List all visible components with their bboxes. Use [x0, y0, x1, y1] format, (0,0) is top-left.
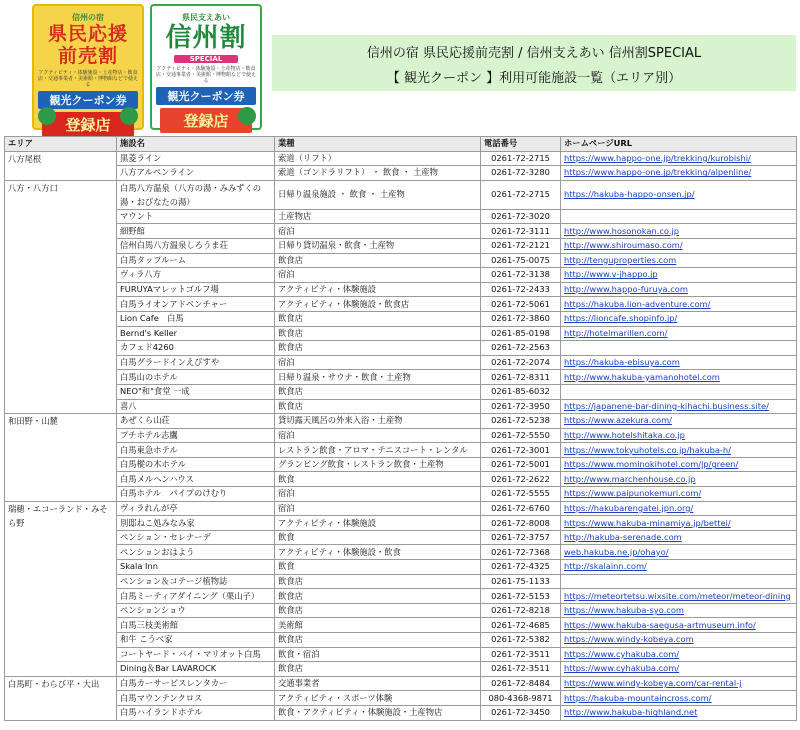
- facility-tel: 0261-72-2074: [481, 355, 561, 370]
- table-row: [5, 282, 797, 297]
- facility-url-link: [561, 209, 797, 224]
- facility-type: アクティビティ・体験施設: [275, 516, 481, 531]
- table-row: [5, 311, 797, 326]
- facility-tel: 0261-72-5238: [481, 414, 561, 429]
- facility-tel: 0261-85-0198: [481, 326, 561, 341]
- facility-name: カフェド4260: [117, 341, 275, 356]
- facility-tel: 080-4368-9871: [481, 691, 561, 706]
- facility-type: 日帰り温泉・サウナ・飲食・土産物: [275, 370, 481, 385]
- header-type: 業種: [275, 137, 481, 152]
- facility-url-link[interactable]: http://hakuba-serenade.com: [561, 530, 797, 545]
- facility-tel: 0261-72-2121: [481, 238, 561, 253]
- logo-right-band: 観光クーポン券: [156, 87, 256, 105]
- facility-tel: 0261-72-5555: [481, 487, 561, 502]
- facility-name: Lion Cafe 白馬: [117, 311, 275, 326]
- facility-type: 宿泊: [275, 501, 481, 516]
- facility-type: アクティビティ・スポーツ体験: [275, 691, 481, 706]
- facility-table: [4, 136, 797, 721]
- facility-tel: 0261-72-4685: [481, 618, 561, 633]
- facility-tel: 0261-72-3950: [481, 399, 561, 414]
- facility-name: 信州白馬八方温泉しろうま荘: [117, 238, 275, 253]
- logo-right-small: アクティビティ・体験施設・土産物店・飲食店・交通事業者・美術館・博物館などで使える: [156, 66, 257, 84]
- facility-url-link[interactable]: https://www.windy-kobeya.com/car-rental-j: [561, 676, 797, 691]
- facility-tel: 0261-72-8008: [481, 516, 561, 531]
- table-row: [5, 545, 797, 560]
- facility-tel: 0261-75-0075: [481, 253, 561, 268]
- logo-right-reg: 登録店: [160, 108, 252, 133]
- facility-tel: 0261-72-8311: [481, 370, 561, 385]
- facility-type: 飲食店: [275, 253, 481, 268]
- facility-url-link[interactable]: https://www.hakuba-syo.com: [561, 603, 797, 618]
- facility-type: 索道（リフト）: [275, 151, 481, 166]
- facility-tel: 0261-72-4325: [481, 560, 561, 575]
- facility-tel: 0261-72-6760: [481, 501, 561, 516]
- facility-name: 白馬ライオンアドベンチャー: [117, 297, 275, 312]
- facility-url-link[interactable]: http://www.hakuba-yamanohotel.com: [561, 370, 797, 385]
- facility-name: 八方アルペンライン: [117, 166, 275, 181]
- facility-type: 交通事業者: [275, 676, 481, 691]
- facility-tel: 0261-72-3450: [481, 705, 561, 720]
- header-name: 施設名: [117, 137, 275, 152]
- facility-type: 日帰り貸切温泉・飲食・土産物: [275, 238, 481, 253]
- facility-url-link[interactable]: https://hakuba.lion-adventure.com/: [561, 297, 797, 312]
- facility-type: 飲食: [275, 560, 481, 575]
- table-row: [5, 647, 797, 662]
- facility-url-link[interactable]: https://meteortetsu.wixsite.com/meteor/meteor-dining: [561, 589, 797, 604]
- facility-name: FURUYAマレットゴルフ場: [117, 282, 275, 297]
- facility-type: 飲食店: [275, 633, 481, 648]
- facility-tel: 0261-72-5153: [481, 589, 561, 604]
- facility-name: マウント: [117, 209, 275, 224]
- mascot-icon: [38, 107, 56, 125]
- table-row: [5, 428, 797, 443]
- facility-url-link[interactable]: http://www.hakuba-highland.net: [561, 705, 797, 720]
- logo-right-special: SPECIAL: [174, 55, 238, 63]
- facility-name: ペンションショウ: [117, 603, 275, 618]
- facility-tel: 0261-72-3511: [481, 662, 561, 677]
- table-row: [5, 399, 797, 414]
- facility-name: あぜくら山荘: [117, 414, 275, 429]
- mascot-icon: [238, 107, 256, 125]
- table-row: [5, 618, 797, 633]
- facility-url-link[interactable]: https://www.azekura.com/: [561, 414, 797, 429]
- facility-name: 別邸ねこ処みなみ家: [117, 516, 275, 531]
- facility-name: Dining＆Bar LAVAROCK: [117, 662, 275, 677]
- facility-url-link[interactable]: https://www.paipunokemuri.com/: [561, 487, 797, 502]
- facility-type: 飲食店: [275, 662, 481, 677]
- header-url: ホームページURL: [561, 137, 797, 152]
- facility-type: 飲食店: [275, 589, 481, 604]
- table-row: [5, 268, 797, 283]
- facility-url-link[interactable]: https://hakuba-happo-onsen.jp/: [561, 180, 797, 209]
- table-row: [5, 326, 797, 341]
- table-row: [5, 355, 797, 370]
- facility-tel: 0261-72-8484: [481, 676, 561, 691]
- logo-left-reg: 登録店: [42, 112, 134, 137]
- facility-type: レストラン飲食・アロマ・テニスコート・レンタル: [275, 443, 481, 458]
- table-row: [5, 370, 797, 385]
- facility-tel: 0261-72-5550: [481, 428, 561, 443]
- area-cell: 八方尾根: [5, 151, 117, 180]
- logo-left-small: アクティビティ・体験施設・土産物店・飲食店・交通事業者・美術館・博物館などで使える: [38, 70, 139, 88]
- table-row: [5, 224, 797, 239]
- facility-tel: 0261-72-3001: [481, 443, 561, 458]
- coupon-logos: [22, 4, 270, 132]
- facility-name: ペンション・セレナーデ: [117, 530, 275, 545]
- facility-url-link[interactable]: https://www.happo-one.jp/trekking/alpenline/: [561, 166, 797, 181]
- zenuriwari-logo: [32, 4, 144, 134]
- facility-type: 宿泊: [275, 268, 481, 283]
- table-row: [5, 574, 797, 589]
- facility-name: NEO"和"食堂 一成: [117, 384, 275, 399]
- facility-url-link[interactable]: http://hotelmarillen.com/: [561, 326, 797, 341]
- table-row: [5, 209, 797, 224]
- facility-url-link[interactable]: https://www.cyhakuba.com/: [561, 662, 797, 677]
- facility-url-link[interactable]: https://www.hakuba-saegusa-artmuseum.info/: [561, 618, 797, 633]
- facility-url-link[interactable]: web.hakuba.ne.jp/ohayo/: [561, 545, 797, 560]
- table-row: [5, 589, 797, 604]
- table-row: [5, 443, 797, 458]
- table-row: [5, 414, 797, 429]
- facility-name: 白馬三枝美術館: [117, 618, 275, 633]
- facility-tel: 0261-72-2622: [481, 472, 561, 487]
- facility-type: 飲食店: [275, 384, 481, 399]
- logo-left-line2: 前売割: [57, 45, 118, 67]
- facility-type: アクティビティ・体験施設・飲食店: [275, 297, 481, 312]
- facility-url-link[interactable]: https://www.mominokihotel.com/jp/green/: [561, 457, 797, 472]
- facility-name: 喜八: [117, 399, 275, 414]
- table-row: [5, 676, 797, 691]
- facility-type: 飲食店: [275, 341, 481, 356]
- facility-name: Skala Inn: [117, 560, 275, 575]
- facility-url-link[interactable]: https://www.hakuba-minamiya.jp/bettei/: [561, 516, 797, 531]
- table-row: [5, 151, 797, 166]
- area-cell: 瑞穂・エコーランド・みそら野: [5, 501, 117, 676]
- facility-name: ペンションおはよう: [117, 545, 275, 560]
- table-row: [5, 487, 797, 502]
- facility-tel: 0261-72-2563: [481, 341, 561, 356]
- table-row: [5, 341, 797, 356]
- facility-url-link[interactable]: http://skalainn.com/: [561, 560, 797, 575]
- table-row: [5, 501, 797, 516]
- facility-type: 飲食店: [275, 399, 481, 414]
- facility-type: 飲食: [275, 530, 481, 545]
- mascot-icon: [120, 107, 138, 125]
- page-subtitle: 【 観光クーポン 】利用可能施設一覧（エリア別）: [386, 71, 682, 86]
- facility-name: 和牛 こうべ家: [117, 633, 275, 648]
- facility-name: 黒菱ライン: [117, 151, 275, 166]
- facility-type: アクティビティ・体験施設: [275, 282, 481, 297]
- table-row: [5, 530, 797, 545]
- facility-tel: 0261-72-3860: [481, 311, 561, 326]
- facility-name: 白馬八方温泉（八方の湯・みみずくの湯・おびなたの湯）: [117, 180, 275, 209]
- facility-name: 白馬樅の木ホテル: [117, 457, 275, 472]
- facility-url-link[interactable]: https://hakuba-mountaincross.com/: [561, 691, 797, 706]
- facility-url-link: [561, 384, 797, 399]
- facility-type: 飲食: [275, 472, 481, 487]
- facility-name: ヴィラ八方: [117, 268, 275, 283]
- facility-type: 飲食・宿泊: [275, 647, 481, 662]
- facility-name: 白馬ホテル パイプのけむり: [117, 487, 275, 502]
- facility-type: 宿泊: [275, 428, 481, 443]
- facility-url-link[interactable]: http://www.v-jhappo.jp: [561, 268, 797, 283]
- facility-name: プチホテル志鷹: [117, 428, 275, 443]
- table-row: [5, 384, 797, 399]
- page-title: 信州の宿 県民応援前売割 / 信州支えあい 信州割SPECIAL: [366, 46, 702, 61]
- facility-tel: 0261-72-3757: [481, 530, 561, 545]
- facility-name: 白馬タップルーム: [117, 253, 275, 268]
- facility-url-link[interactable]: https://www.cyhakuba.com/: [561, 647, 797, 662]
- table-row: [5, 691, 797, 706]
- facility-type: 土産物店: [275, 209, 481, 224]
- facility-name: 白馬ハイランドホテル: [117, 705, 275, 720]
- area-cell: 和田野・山麓: [5, 414, 117, 502]
- table-row: [5, 603, 797, 618]
- facility-name: Bernd's Keller: [117, 326, 275, 341]
- facility-url-link[interactable]: https://www.windy-kobeya.com: [561, 633, 797, 648]
- facility-tel: 0261-72-3138: [481, 268, 561, 283]
- facility-type: アクティビティ・体験施設・飲食: [275, 545, 481, 560]
- facility-type: 索道（ゴンドラリフト） ・ 飲食 ・ 土産物: [275, 166, 481, 181]
- facility-url-link[interactable]: http://www.hotelshitaka.co.jp: [561, 428, 797, 443]
- table-row: [5, 705, 797, 720]
- facility-url-link[interactable]: https://www.happo-one.jp/trekking/kurobishi/: [561, 151, 797, 166]
- logo-right-line1: 信州割: [165, 23, 247, 53]
- facility-url-link[interactable]: http://www.happo-furuya.com: [561, 282, 797, 297]
- table-row: [5, 253, 797, 268]
- facility-url-link[interactable]: https://www.tokyuhotels.co.jp/hakuba-h/: [561, 443, 797, 458]
- facility-tel: 0261-85-6032: [481, 384, 561, 399]
- facility-name: 白馬マウンテンクロス: [117, 691, 275, 706]
- facility-type: 宿泊: [275, 355, 481, 370]
- page-title-box: [272, 35, 796, 91]
- facility-name: 白馬東急ホテル: [117, 443, 275, 458]
- logo-right-top: 県民支えあい: [182, 13, 230, 22]
- facility-tel: 0261-72-2715: [481, 151, 561, 166]
- header-tel: 電話番号: [481, 137, 561, 152]
- facility-url-link[interactable]: https://hakuba-ebisuya.com: [561, 355, 797, 370]
- facility-url-link: [561, 341, 797, 356]
- facility-url-link[interactable]: https://hakubarengatei.jpn.org/: [561, 501, 797, 516]
- facility-tel: 0261-72-3511: [481, 647, 561, 662]
- table-row: [5, 180, 797, 209]
- facility-url-link[interactable]: https://lioncafe.shopinfo.jp/: [561, 311, 797, 326]
- facility-type: 美術館: [275, 618, 481, 633]
- table-row: [5, 662, 797, 677]
- facility-url-link[interactable]: http://www.hosonokan.co.jp: [561, 224, 797, 239]
- facility-name: ペンション＆コテージ植物誌: [117, 574, 275, 589]
- facility-tel: 0261-72-5382: [481, 633, 561, 648]
- facility-name: 白馬カーサービスレンタカー: [117, 676, 275, 691]
- facility-tel: 0261-72-7368: [481, 545, 561, 560]
- table-row: [5, 457, 797, 472]
- facility-url-link[interactable]: https://japanene-bar-dining-kihachi.business.site/: [561, 399, 797, 414]
- table-header-row: [5, 137, 797, 152]
- facility-name: 白馬ミーティアダイニング（栗山子）: [117, 589, 275, 604]
- table-row: [5, 560, 797, 575]
- facility-type: グランピング飲食・レストラン飲食・土産物: [275, 457, 481, 472]
- facility-type: 貸切露天風呂の外来入浴・土産物: [275, 414, 481, 429]
- logo-left-line1: 県民応援: [47, 23, 128, 45]
- facility-name: 細野館: [117, 224, 275, 239]
- logo-left-top: 信州の宿: [72, 13, 104, 22]
- area-cell: 白馬町・わらび平・大出: [5, 676, 117, 720]
- shinshuwari-logo: [150, 4, 262, 130]
- facility-name: 白馬グラードインえびすや: [117, 355, 275, 370]
- facility-type: 飲食店: [275, 326, 481, 341]
- facility-type: 飲食店: [275, 603, 481, 618]
- logo-left-band: 観光クーポン券: [38, 91, 138, 109]
- area-cell: 八方・八方口: [5, 180, 117, 413]
- table-row: [5, 297, 797, 312]
- table-row: [5, 166, 797, 181]
- facility-type: 日帰り温泉施設 ・ 飲食 ・ 土産物: [275, 180, 481, 209]
- facility-tel: 0261-72-2715: [481, 180, 561, 209]
- facility-tel: 0261-72-3280: [481, 166, 561, 181]
- facility-url-link: [561, 574, 797, 589]
- table-row: [5, 238, 797, 253]
- facility-tel: 0261-72-3111: [481, 224, 561, 239]
- facility-type: 宿泊: [275, 487, 481, 502]
- facility-tel: 0261-72-3020: [481, 209, 561, 224]
- facility-type: 飲食・アクティビティ・体験施設・土産物店: [275, 705, 481, 720]
- facility-url-link[interactable]: http://www.marchenhouse.co.jp: [561, 472, 797, 487]
- facility-tel: 0261-72-2433: [481, 282, 561, 297]
- facility-name: 白馬メルヘンハウス: [117, 472, 275, 487]
- facility-name: 白馬山のホテル: [117, 370, 275, 385]
- facility-type: 宿泊: [275, 224, 481, 239]
- facility-type: 飲食店: [275, 574, 481, 589]
- facility-tel: 0261-72-5001: [481, 457, 561, 472]
- facility-tel: 0261-72-5061: [481, 297, 561, 312]
- facility-tel: 0261-75-1133: [481, 574, 561, 589]
- facility-name: コートヤード・バイ・マリオット白馬: [117, 647, 275, 662]
- facility-name: ヴィラれんが亭: [117, 501, 275, 516]
- table-row: [5, 633, 797, 648]
- table-row: [5, 516, 797, 531]
- header-area: エリア: [5, 137, 117, 152]
- facility-type: 飲食店: [275, 311, 481, 326]
- facility-url-link[interactable]: http://www.shiroumaso.com/: [561, 238, 797, 253]
- facility-url-link[interactable]: http://tenguproperties.com: [561, 253, 797, 268]
- facility-tel: 0261-72-8218: [481, 603, 561, 618]
- table-row: [5, 472, 797, 487]
